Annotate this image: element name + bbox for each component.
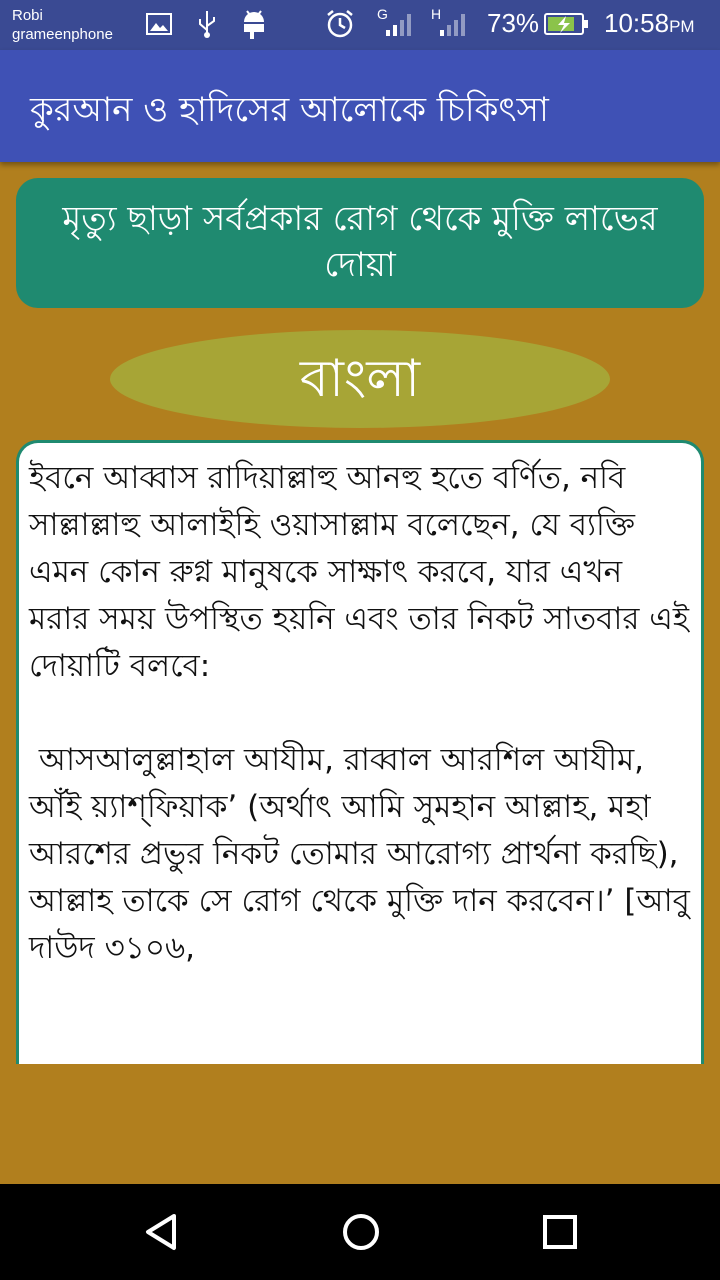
back-icon[interactable]: [138, 1208, 186, 1256]
navigation-bar: [0, 1184, 720, 1280]
network-type-h: H: [431, 6, 442, 22]
app-title: কুরআন ও হাদিসের আলোকে চিকিৎসা: [30, 90, 549, 130]
clock: [604, 8, 695, 39]
alarm-icon: [324, 8, 356, 40]
language-label-badge[interactable]: [110, 330, 610, 428]
carrier-name: [12, 6, 113, 44]
content-body-text: ইবনে আব্বাস রাদিয়াল্লাহু আনহু হতে বর্ণিত, নবি সাল্লাল্লাহু আলাইহি ওয়াসাল্লাম বলেছেন, যে ব্যক্তি এমন কোন রুগ্ন মানুষকে সাক্ষাৎ করবে, যার এখন মরার সময় উপস্থিত হয়নি এবং তার নিকট সাতবার এই দোয়াটি বলবে: আসআলুল্লাহাল আযীম, রাব্বাল আরশিল আযীম, আঁই য়্যাশ্‌ফিয়াক’ (অর্থাৎ আমি সুমহান আল্লাহ, মহা আরশের প্রভুর নিকট তোমার আরোগ্য প্রার্থনা করছি), আল্লাহ তাকে সে রোগ থেকে মুক্তি দান করবেন।’ [আবু দাউদ ৩১০৬,: [29, 460, 690, 966]
image-icon: [146, 12, 172, 36]
network-type-g: G: [377, 6, 388, 22]
recents-icon[interactable]: [536, 1208, 584, 1256]
dua-heading-card: [16, 178, 704, 308]
home-icon[interactable]: [337, 1208, 385, 1256]
dua-heading-text: মৃত্যু ছাড়া সর্বপ্রকার রোগ থেকে মুক্তি লাভের দোয়া: [62, 199, 658, 285]
carrier-line-1: Robi: [12, 7, 43, 24]
signal-icon: [438, 12, 468, 38]
carrier-line-2: grameenphone: [12, 26, 113, 43]
signal-icon: [384, 12, 414, 38]
android-icon: [240, 8, 268, 40]
battery-charging-icon: [544, 12, 590, 36]
usb-icon: [196, 10, 218, 38]
content-card[interactable]: [16, 440, 704, 1064]
clock-time: 10:58: [604, 8, 670, 38]
status-bar: [0, 0, 720, 50]
language-label: বাংলা: [299, 349, 421, 409]
clock-suffix: PM: [669, 17, 695, 36]
app-bar: [0, 50, 720, 162]
battery-percent: 73%: [487, 8, 540, 38]
